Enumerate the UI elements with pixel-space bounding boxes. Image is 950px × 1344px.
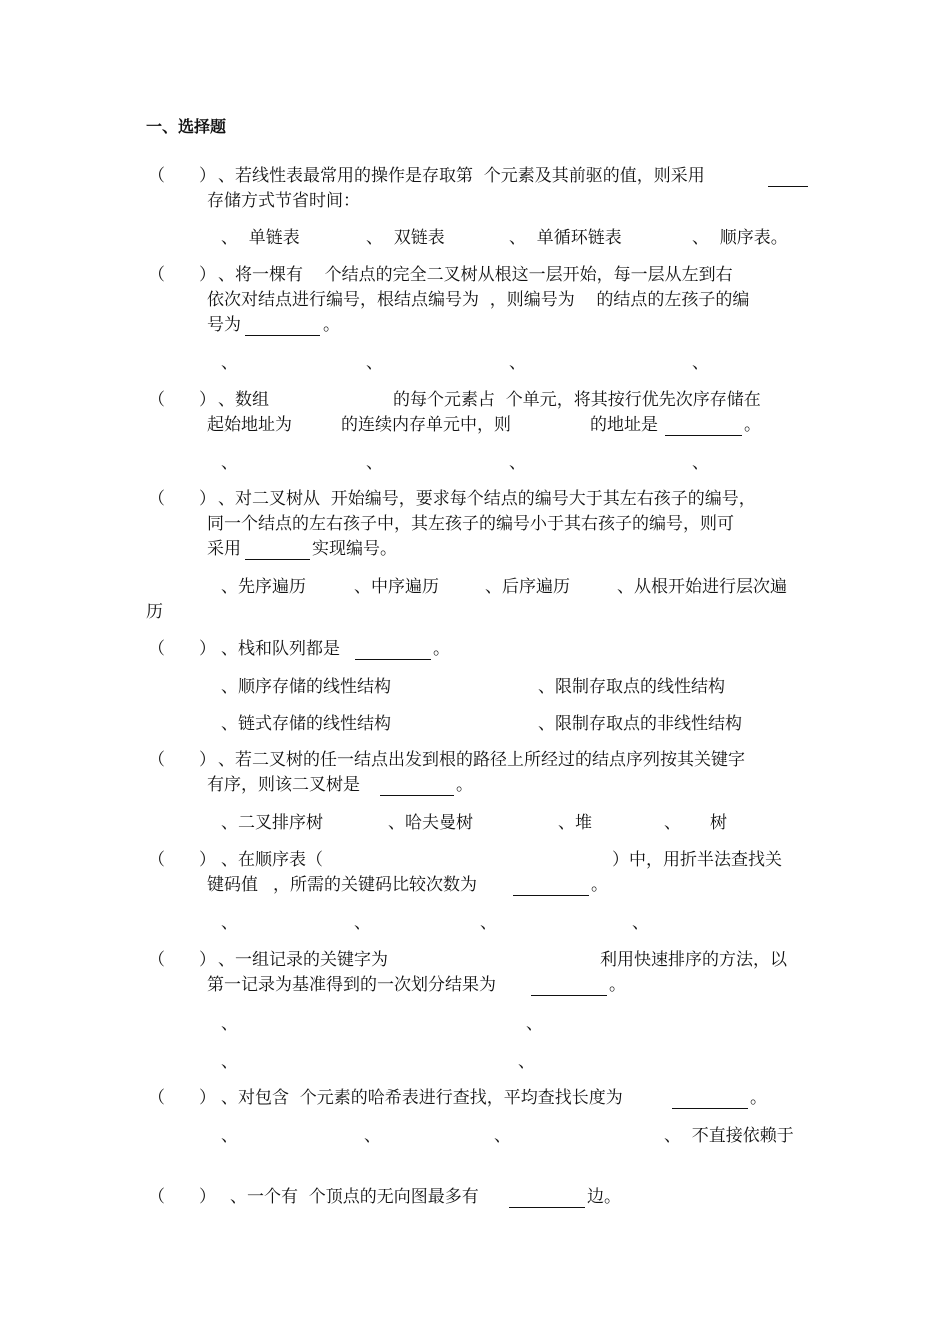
question-paren: （ ） [148, 639, 216, 659]
question-text-line: 的连续内存单元中，则 [341, 415, 511, 435]
question-text-line: 。 [433, 639, 450, 659]
option-d[interactable]: 、 [664, 813, 681, 833]
question-text-line: 边。 [587, 1187, 621, 1207]
option-a[interactable]: 、 [221, 1014, 238, 1034]
question-text-line: 、若二叉树的任一结点出发到根的路径上所经过的结点序列按其关键字 [218, 750, 745, 770]
option-c[interactable]: 、 单循环链表 [509, 228, 622, 248]
question-text-line: 的地址是 [590, 415, 658, 435]
option-a[interactable]: 、先序遍历 [221, 577, 306, 597]
option-a[interactable]: 、 [221, 453, 238, 473]
question-text-line: 、在顺序表（ [221, 850, 323, 870]
question-text-line: 。 [456, 775, 473, 795]
question-paren: （ ） [148, 950, 216, 970]
option-d[interactable]: 、 顺序表。 [692, 228, 788, 248]
option-d-continued: 历 [146, 602, 163, 622]
answer-blank[interactable] [355, 659, 431, 660]
option-d[interactable]: 、 [692, 353, 709, 373]
answer-blank[interactable] [245, 559, 310, 560]
question-text-line: 。 [609, 975, 626, 995]
answer-blank[interactable] [531, 995, 607, 996]
option-c[interactable]: 、堆 [558, 813, 592, 833]
option-d[interactable]: 、从根开始进行层次遍 [617, 577, 787, 597]
question-text-line: 、对包含 个元素的哈希表进行查找，平均查找长度为 [221, 1088, 623, 1108]
answer-blank[interactable] [380, 795, 454, 796]
question-paren: （ ） [148, 750, 216, 770]
question-text-line: 、若线性表最常用的操作是存取第 个元素及其前驱的值，则采用 [218, 166, 705, 186]
answer-blank[interactable] [768, 186, 808, 187]
option-a[interactable]: 、二叉排序树 [221, 813, 323, 833]
question-text-line: 、将一棵有 个结点的完全二叉树从根这一层开始，每一层从左到右 [218, 265, 733, 285]
question-text-line: 的每个元素占 个单元，将其按行优先次序存储在 [393, 390, 761, 410]
option-a[interactable]: 、 [221, 1126, 238, 1146]
option-d[interactable]: 、 [632, 913, 649, 933]
question-text-line: 存储方式节省时间： [207, 191, 360, 211]
question-text-line: 采用 [207, 539, 241, 559]
answer-blank[interactable] [509, 1207, 585, 1208]
question-text-line: 号为 [207, 315, 241, 335]
question-text-line: 有序，则该二叉树是 [207, 775, 360, 795]
answer-blank[interactable] [513, 895, 589, 896]
option-b[interactable]: 、 [526, 1014, 543, 1034]
question-text-line: 、一个有 个顶点的无向图最多有 [230, 1187, 479, 1207]
question-text-line: 、栈和队列都是 [221, 639, 340, 659]
option-c[interactable]: 、 [509, 353, 526, 373]
question-text-line: 键码值 [207, 875, 258, 895]
question-text-line: 。 [744, 415, 761, 435]
question-text-line: 第一记录为基准得到的一次划分结果为 [207, 975, 496, 995]
question-text-line: 起始地址为 [207, 415, 292, 435]
section-title: 一、选择题 [146, 117, 227, 136]
question-paren: （ ） [148, 1088, 216, 1108]
option-b[interactable]: 、中序遍历 [354, 577, 439, 597]
option-d[interactable]: 、 不直接依赖于 [664, 1126, 794, 1146]
option-c[interactable]: 、后序遍历 [485, 577, 570, 597]
option-a[interactable]: 、 [221, 353, 238, 373]
answer-blank[interactable] [672, 1108, 748, 1109]
option-b[interactable]: 、 [366, 353, 383, 373]
option-b[interactable]: 、哈夫曼树 [388, 813, 473, 833]
question-text-line: ）中，用折半法查找关 [612, 850, 782, 870]
question-text-line: 依次对结点进行编号，根结点编号为 ，则编号为 的结点的左孩子的编 [207, 290, 750, 310]
question-paren: （ ） [148, 1187, 216, 1207]
option-a[interactable]: 、顺序存储的线性结构 [221, 677, 391, 697]
option-c[interactable]: 、 [480, 913, 497, 933]
option-d-text: 树 [710, 813, 727, 833]
question-text-line: 。 [323, 315, 340, 335]
option-b[interactable]: 、 双链表 [366, 228, 445, 248]
question-text-line: 实现编号。 [312, 539, 397, 559]
option-d[interactable]: 、限制存取点的非线性结构 [538, 714, 742, 734]
option-c[interactable]: 、 [494, 1126, 511, 1146]
option-b[interactable]: 、限制存取点的线性结构 [538, 677, 725, 697]
question-paren: （ ） [148, 850, 216, 870]
question-text-line: 、数组 [218, 390, 269, 410]
question-paren: （ ） [148, 489, 216, 509]
answer-blank[interactable] [245, 335, 320, 336]
question-text-line: 、对二叉树从 开始编号，要求每个结点的编号大于其左右孩子的编号， [218, 489, 756, 509]
option-b[interactable]: 、 [366, 453, 383, 473]
option-b[interactable]: 、 [364, 1126, 381, 1146]
answer-blank[interactable] [665, 435, 742, 436]
option-a[interactable]: 、 单链表 [221, 228, 300, 248]
option-c[interactable]: 、 [509, 453, 526, 473]
question-text-line: 同一个结点的左右孩子中，其左孩子的编号小于其右孩子的编号，则可 [207, 514, 734, 534]
option-d[interactable]: 、 [518, 1052, 535, 1072]
question-paren: （ ） [148, 265, 216, 285]
question-text-line: 、一组记录的关键字为 [218, 950, 388, 970]
question-paren: （ ） [148, 390, 216, 410]
question-text-line: ，所需的关键码比较次数为 [273, 875, 477, 895]
question-text-line: 。 [750, 1088, 767, 1108]
option-c[interactable]: 、 [221, 1052, 238, 1072]
question-paren: （ ） [148, 166, 216, 186]
question-text-line: 利用快速排序的方法，以 [600, 950, 787, 970]
option-d[interactable]: 、 [692, 453, 709, 473]
option-a[interactable]: 、 [221, 913, 238, 933]
option-b[interactable]: 、 [354, 913, 371, 933]
question-text-line: 。 [591, 875, 608, 895]
option-c[interactable]: 、链式存储的线性结构 [221, 714, 391, 734]
